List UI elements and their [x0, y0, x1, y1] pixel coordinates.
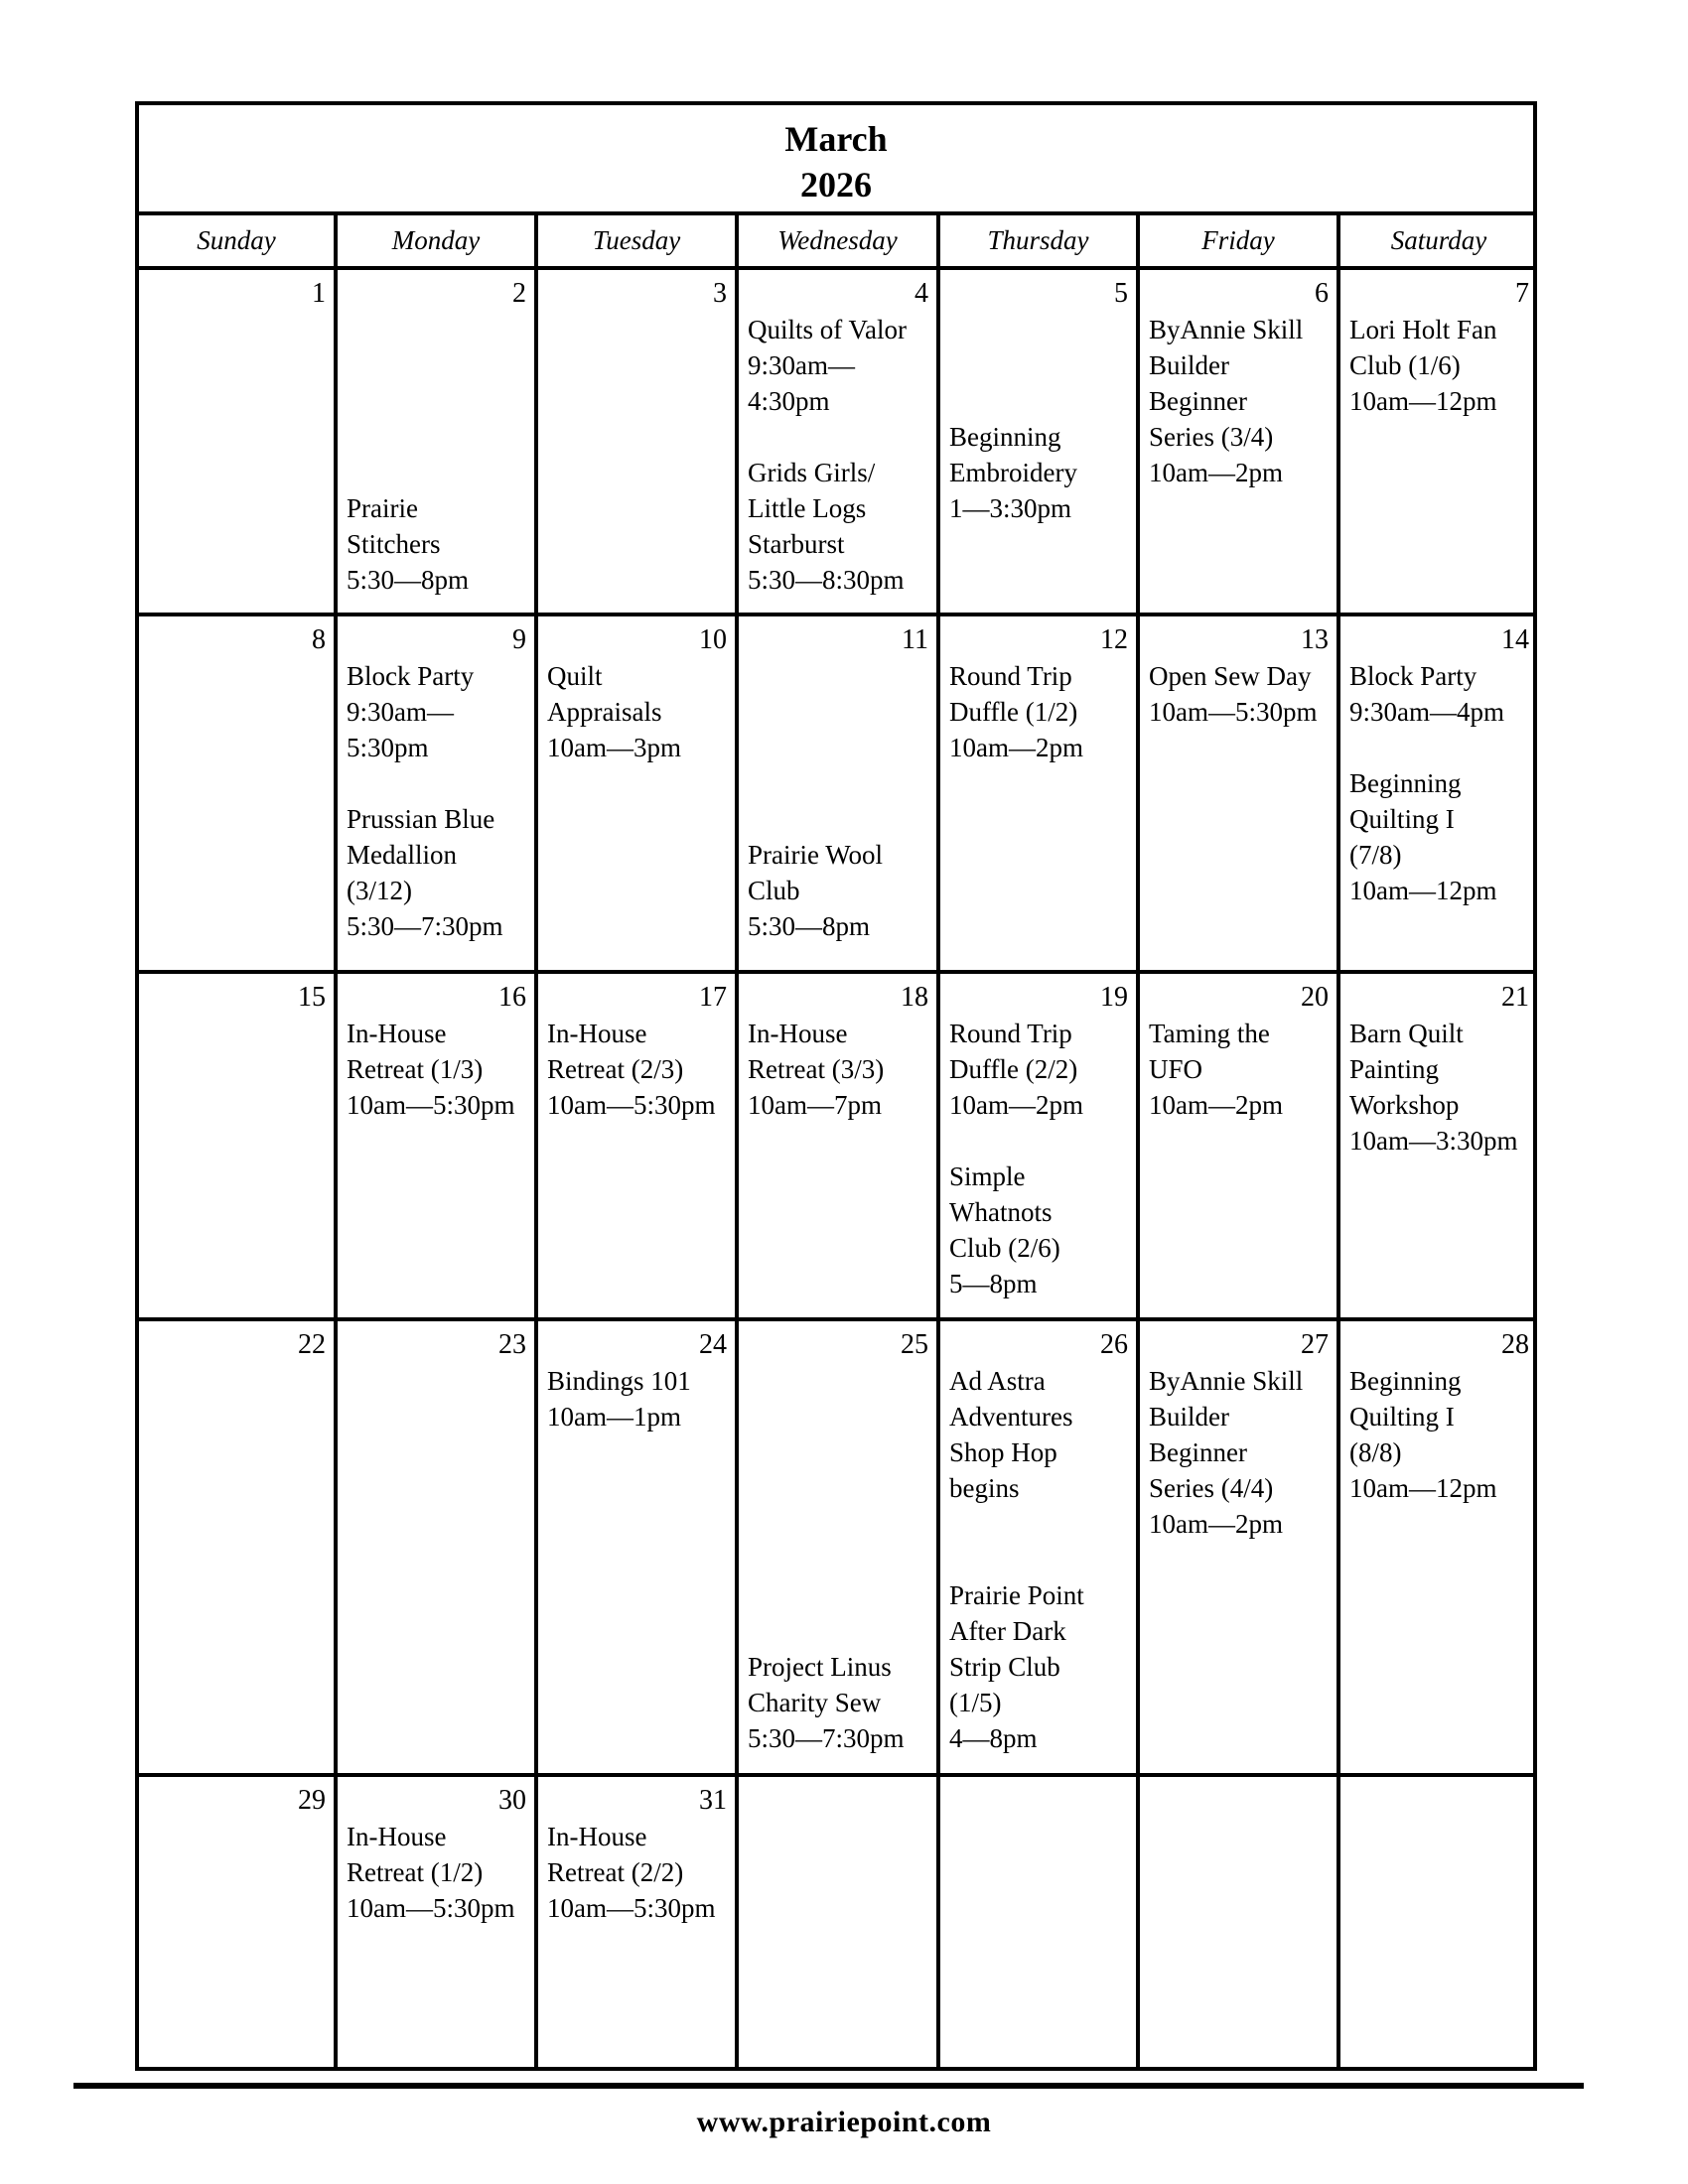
day-number: 9	[512, 624, 526, 655]
calendar-event	[347, 658, 530, 765]
day-cell-14	[1340, 616, 1537, 970]
event-text: Prairie	[347, 493, 418, 523]
day-cell-18	[739, 974, 940, 1317]
day-number: 28	[1501, 1329, 1529, 1360]
day-cell-31	[538, 1777, 739, 2069]
event-text: Round Trip	[949, 1019, 1072, 1048]
empty-day-cell	[940, 1777, 1140, 2069]
day-cell-7	[1340, 270, 1537, 613]
day-number: 16	[498, 982, 526, 1013]
day-cell-9	[338, 616, 538, 970]
day-cell-22	[139, 1321, 338, 1773]
calendar-event	[547, 1016, 731, 1123]
event-text: Whatnots	[949, 1197, 1053, 1227]
day-number: 13	[1301, 624, 1329, 655]
event-time: 5:30—7:30pm	[347, 911, 503, 941]
week-row	[139, 974, 1533, 1321]
event-text: Little Logs	[748, 493, 867, 523]
day-cell-26	[940, 1321, 1140, 1773]
event-time: 10am—12pm	[1349, 1473, 1497, 1503]
calendar-event	[1349, 765, 1533, 908]
event-text: In-House	[547, 1019, 647, 1048]
event-time: 10am—5:30pm	[1149, 697, 1318, 727]
day-cell-21	[1340, 974, 1537, 1317]
day-cell-2	[338, 270, 538, 613]
event-text: Shop Hop	[949, 1437, 1057, 1467]
day-number: 14	[1501, 624, 1529, 655]
event-text: Club (1/6)	[1349, 350, 1461, 380]
calendar-event	[347, 801, 530, 944]
day-number: 25	[901, 1329, 928, 1360]
day-cell-5	[940, 270, 1140, 613]
event-text: Workshop	[1349, 1090, 1460, 1120]
event-time: 5—8pm	[949, 1269, 1038, 1298]
day-cell-27	[1140, 1321, 1340, 1773]
day-number: 23	[498, 1329, 526, 1360]
event-text: Builder	[1149, 1402, 1229, 1432]
calendar-event	[949, 1363, 1132, 1506]
calendar-event	[347, 1819, 530, 1926]
day-number: 21	[1501, 982, 1529, 1013]
day-cell-6	[1140, 270, 1340, 613]
day-cell-8	[139, 616, 338, 970]
event-time: 5:30—8:30pm	[748, 565, 905, 595]
event-text: Prairie Wool	[748, 840, 884, 870]
event-time: 10am—7pm	[748, 1090, 882, 1120]
calendar-event	[1149, 658, 1333, 730]
event-text: In-House	[748, 1019, 848, 1048]
day-number: 20	[1301, 982, 1329, 1013]
event-text: Prairie Point	[949, 1580, 1084, 1610]
calendar-event	[949, 1159, 1132, 1301]
event-time: 10am—5:30pm	[347, 1090, 515, 1120]
day-number: 11	[902, 624, 928, 655]
event-text: Charity Sew	[748, 1688, 882, 1717]
event-time: 9:30am—4pm	[1349, 697, 1504, 727]
event-text: Beginning	[949, 422, 1061, 452]
event-time: 10am—5:30pm	[547, 1893, 716, 1923]
calendar-event	[1349, 1016, 1533, 1159]
event-text: Starburst	[748, 529, 845, 559]
event-text: Retreat (2/2)	[547, 1857, 684, 1887]
event-text: Bindings 101	[547, 1366, 691, 1396]
week-row	[139, 1777, 1533, 2069]
event-text: Stitchers	[347, 529, 441, 559]
weekday-wednesday: Wednesday	[739, 215, 940, 266]
event-time: 10am—3pm	[547, 733, 681, 762]
week-row	[139, 270, 1533, 616]
day-number: 30	[498, 1785, 526, 1816]
empty-day-cell	[1340, 1777, 1537, 2069]
calendar-title	[139, 105, 1533, 215]
event-text: Beginner	[1149, 386, 1247, 416]
event-text: Block Party	[347, 661, 475, 691]
event-text: (7/8)	[1349, 840, 1402, 870]
event-text: Lori Holt Fan	[1349, 315, 1497, 344]
event-time: 10am—5:30pm	[547, 1090, 716, 1120]
event-text: (8/8)	[1349, 1437, 1402, 1467]
weekday-tuesday: Tuesday	[538, 215, 739, 266]
event-text: Beginner	[1149, 1437, 1247, 1467]
event-text: (3/12)	[347, 876, 412, 905]
event-text: Series (4/4)	[1149, 1473, 1274, 1503]
event-text: Project Linus	[748, 1652, 892, 1682]
event-time: 10am—2pm	[1149, 1090, 1283, 1120]
day-number: 15	[298, 982, 326, 1013]
month-title: March	[784, 119, 888, 159]
day-number: 12	[1100, 624, 1128, 655]
day-cell-13	[1140, 616, 1340, 970]
day-cell-19	[940, 974, 1140, 1317]
event-time: 10am—12pm	[1349, 876, 1497, 905]
day-number: 18	[901, 982, 928, 1013]
day-number: 31	[699, 1785, 727, 1816]
event-time: 10am—3:30pm	[1349, 1126, 1518, 1156]
day-cell-1	[139, 270, 338, 613]
calendar-event	[1149, 1016, 1333, 1123]
day-cell-30	[338, 1777, 538, 2069]
weekday-sunday: Sunday	[139, 215, 338, 266]
event-text: Club	[748, 876, 800, 905]
event-text: Series (3/4)	[1149, 422, 1274, 452]
day-cell-11	[739, 616, 940, 970]
event-text: In-House	[347, 1822, 447, 1851]
week-row	[139, 616, 1533, 974]
event-time: 10am—12pm	[1349, 386, 1497, 416]
event-time: 10am—1pm	[547, 1402, 681, 1432]
calendar-event	[347, 1016, 530, 1123]
weekday-monday: Monday	[338, 215, 538, 266]
event-time: 5:30—7:30pm	[748, 1723, 905, 1753]
calendar-event	[748, 312, 932, 419]
calendar-event	[748, 1016, 932, 1123]
day-cell-23	[338, 1321, 538, 1773]
event-time: 10am—2pm	[949, 733, 1083, 762]
calendar-event	[748, 837, 932, 944]
event-text: Medallion	[347, 840, 457, 870]
event-time: 5:30—8pm	[748, 911, 871, 941]
event-text: Grids Girls/	[748, 458, 876, 487]
day-cell-15	[139, 974, 338, 1317]
event-text: Quilt	[547, 661, 603, 691]
calendar-event	[748, 1649, 932, 1756]
event-text: Round Trip	[949, 661, 1072, 691]
day-number: 22	[298, 1329, 326, 1360]
day-number: 8	[312, 624, 326, 655]
calendar-event	[547, 1819, 731, 1926]
event-text: Taming the	[1149, 1019, 1270, 1048]
event-text: Open Sew Day	[1149, 661, 1312, 691]
event-text: Quilting I	[1349, 804, 1455, 834]
event-time: 5:30pm	[347, 733, 429, 762]
calendar-event	[949, 419, 1132, 526]
day-cell-28	[1340, 1321, 1537, 1773]
day-cell-17	[538, 974, 739, 1317]
calendar-event	[1149, 1363, 1333, 1542]
event-text: Block Party	[1349, 661, 1477, 691]
event-text: Retreat (2/3)	[547, 1054, 684, 1084]
day-number: 17	[699, 982, 727, 1013]
event-text: Quilting I	[1349, 1402, 1455, 1432]
calendar-event	[347, 490, 530, 598]
event-text: (1/5)	[949, 1688, 1002, 1717]
event-time: 10am—5:30pm	[347, 1893, 515, 1923]
day-number: 4	[914, 278, 928, 309]
calendar-event	[949, 658, 1132, 765]
weekday-friday: Friday	[1140, 215, 1340, 266]
day-number: 3	[713, 278, 727, 309]
event-text: Strip Club	[949, 1652, 1060, 1682]
day-number: 29	[298, 1785, 326, 1816]
event-time: 10am—2pm	[1149, 458, 1283, 487]
event-time: 4:30pm	[748, 386, 830, 416]
footer-website-link[interactable]: www.prairiepoint.com	[696, 2106, 992, 2138]
event-text: In-House	[547, 1822, 647, 1851]
day-number: 24	[699, 1329, 727, 1360]
day-cell-20	[1140, 974, 1340, 1317]
event-text: After Dark	[949, 1616, 1066, 1646]
day-cell-10	[538, 616, 739, 970]
event-time: 4—8pm	[949, 1723, 1038, 1753]
day-cell-25	[739, 1321, 940, 1773]
event-text: Prussian Blue	[347, 804, 495, 834]
day-number: 19	[1100, 982, 1128, 1013]
calendar-event	[1349, 312, 1533, 419]
event-text: Appraisals	[547, 697, 662, 727]
day-cell-24	[538, 1321, 739, 1773]
footer-divider	[73, 2083, 1584, 2089]
empty-day-cell	[739, 1777, 940, 2069]
event-text: Duffle (1/2)	[949, 697, 1078, 727]
event-time: 10am—2pm	[949, 1090, 1083, 1120]
event-text: Simple	[949, 1161, 1026, 1191]
event-text: 9:30am—	[748, 350, 855, 380]
event-text: Duffle (2/2)	[949, 1054, 1078, 1084]
event-text: Beginning	[1349, 768, 1462, 798]
day-cell-12	[940, 616, 1140, 970]
event-text: Beginning	[1349, 1366, 1462, 1396]
weekday-saturday: Saturday	[1390, 225, 1487, 255]
calendar-event	[748, 455, 932, 598]
event-text: Ad Astra	[949, 1366, 1046, 1396]
calendar-event	[1349, 1363, 1533, 1506]
day-number: 27	[1301, 1329, 1329, 1360]
day-number: 26	[1100, 1329, 1128, 1360]
calendar-event	[1149, 312, 1333, 490]
event-text: Barn Quilt	[1349, 1019, 1464, 1048]
calendar	[135, 101, 1537, 2071]
week-row	[139, 1321, 1533, 1777]
calendar-event	[1349, 658, 1533, 730]
event-text: begins	[949, 1473, 1020, 1503]
event-text: In-House	[347, 1019, 447, 1048]
day-number: 1	[312, 278, 326, 309]
event-text: 9:30am—	[347, 697, 454, 727]
day-cell-3	[538, 270, 739, 613]
day-number: 2	[512, 278, 526, 309]
event-text: Club (2/6)	[949, 1233, 1060, 1263]
calendar-event	[949, 1577, 1132, 1756]
day-number: 6	[1315, 278, 1329, 309]
calendar-event	[949, 1016, 1132, 1123]
calendar-event	[547, 658, 731, 765]
event-text: Adventures	[949, 1402, 1073, 1432]
event-text: Retreat (1/3)	[347, 1054, 484, 1084]
day-cell-29	[139, 1777, 338, 2069]
calendar-event	[547, 1363, 731, 1434]
event-text: Embroidery	[949, 458, 1077, 487]
day-number: 7	[1515, 278, 1529, 309]
empty-day-cell	[1140, 1777, 1340, 2069]
event-text: ByAnnie Skill	[1149, 315, 1304, 344]
weekday-header-row	[139, 215, 1533, 270]
day-number: 5	[1114, 278, 1128, 309]
event-time: 10am—2pm	[1149, 1509, 1283, 1539]
event-time: 1—3:30pm	[949, 493, 1072, 523]
event-text: UFO	[1149, 1054, 1203, 1084]
event-time: 5:30—8pm	[347, 565, 470, 595]
event-text: Retreat (3/3)	[748, 1054, 885, 1084]
day-number: 10	[699, 624, 727, 655]
day-cell-16	[338, 974, 538, 1317]
year-title: 2026	[800, 165, 872, 205]
event-text: Quilts of Valor	[748, 315, 907, 344]
day-cell-4	[739, 270, 940, 613]
event-text: Builder	[1149, 350, 1229, 380]
event-text: ByAnnie Skill	[1149, 1366, 1304, 1396]
weekday-thursday: Thursday	[940, 215, 1140, 266]
event-text: Painting	[1349, 1054, 1440, 1084]
event-text: Retreat (1/2)	[347, 1857, 484, 1887]
